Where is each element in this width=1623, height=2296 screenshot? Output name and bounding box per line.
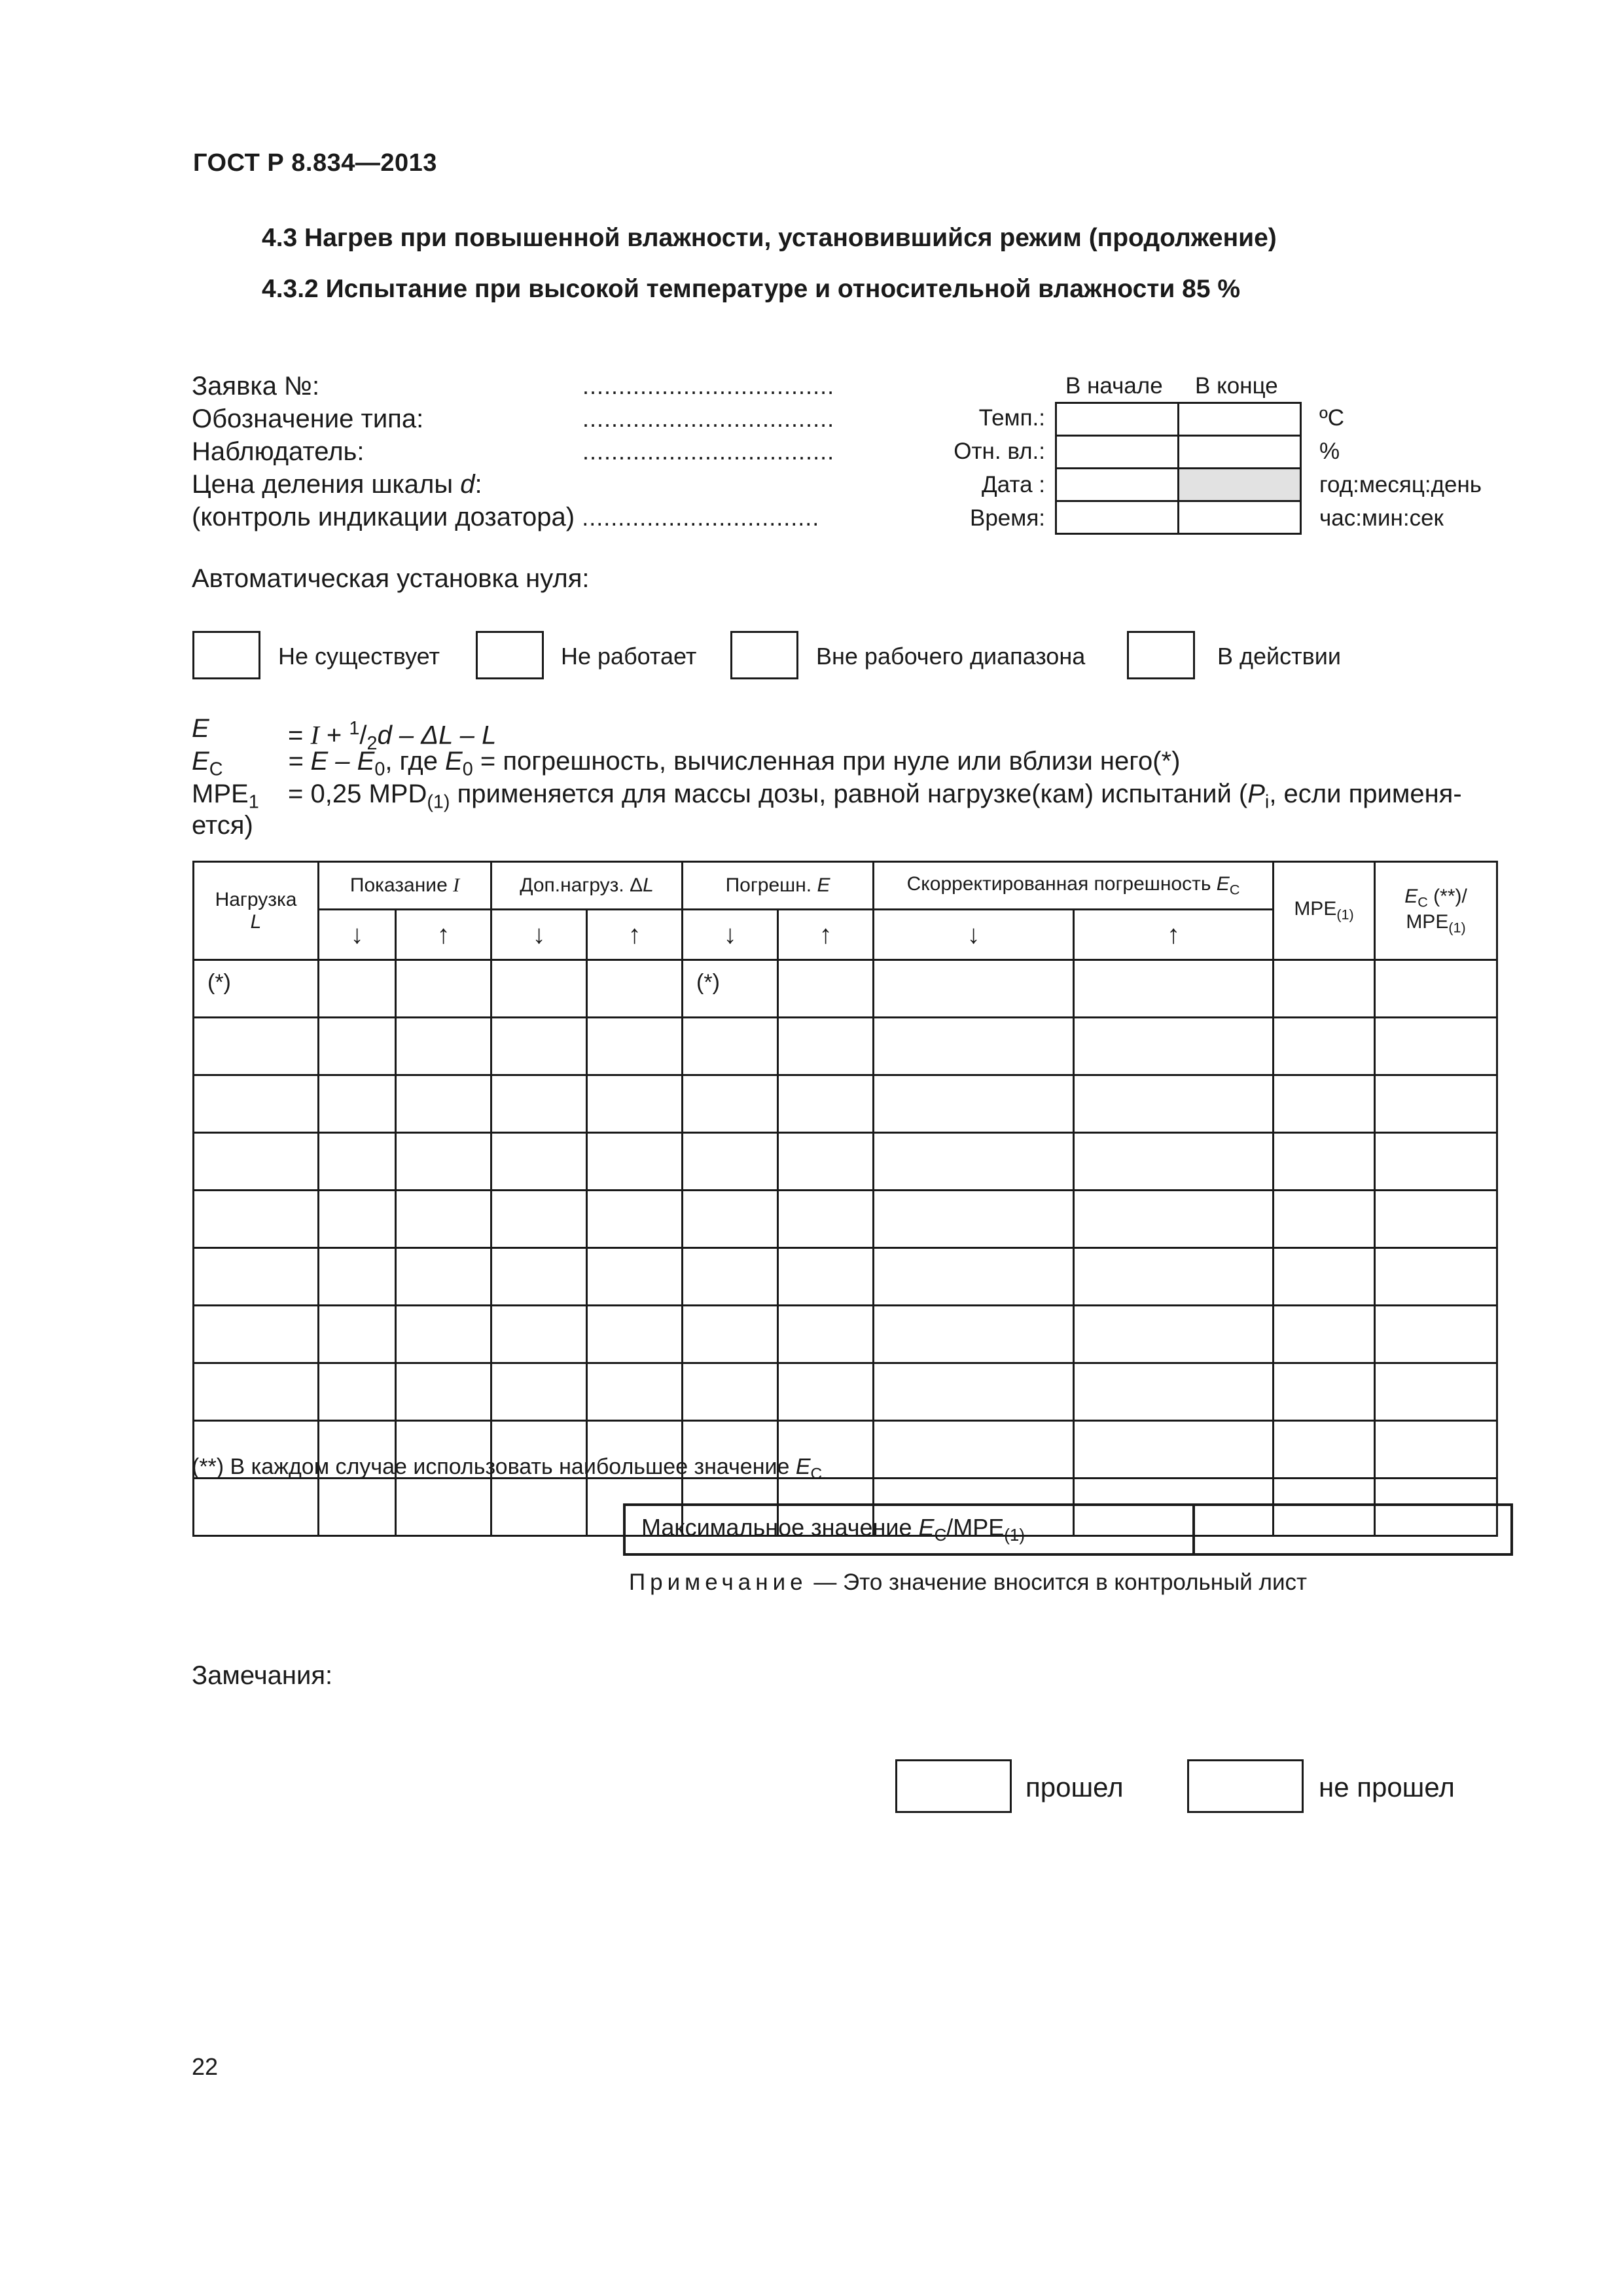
table-cell[interactable] [1074, 960, 1274, 1018]
failed-label: не прошел [1319, 1772, 1455, 1803]
table-cell[interactable] [491, 1133, 587, 1191]
table-cell[interactable] [1074, 1421, 1274, 1479]
max-value-table [623, 1503, 1513, 1556]
table-cell[interactable] [1274, 1075, 1375, 1133]
type-designation-field[interactable]: ................................... [582, 405, 835, 432]
table-row [194, 1191, 1497, 1248]
max-value-field[interactable] [1194, 1505, 1512, 1554]
addload-down-arrow: ↓ [491, 910, 587, 960]
table-cell[interactable] [491, 1306, 587, 1363]
table-cell[interactable] [1274, 1191, 1375, 1248]
table-cell[interactable] [587, 1248, 683, 1306]
table-row [194, 1018, 1497, 1075]
failed-checkbox[interactable] [1187, 1759, 1304, 1813]
table-cell[interactable] [396, 1306, 491, 1363]
table-cell[interactable] [491, 1248, 587, 1306]
table-row [194, 960, 1497, 1018]
table-cell[interactable] [491, 1363, 587, 1421]
table-row [194, 1075, 1497, 1133]
table-cell[interactable] [319, 1306, 396, 1363]
table-cell[interactable] [1274, 1018, 1375, 1075]
formula-ec-symbol: $E_C$ [192, 747, 223, 780]
table-cell[interactable] [778, 1018, 874, 1075]
table-cell[interactable] [319, 1191, 396, 1248]
table-cell[interactable] [874, 1133, 1074, 1191]
table-cell[interactable] [587, 1075, 683, 1133]
humidity-label: Отн. вл.: [954, 439, 1045, 464]
table-cell[interactable] [874, 1363, 1074, 1421]
autozero-not-exist-checkbox[interactable] [192, 631, 260, 679]
max-value-label: Максимальное значение $E_C/MPE_{(1)}$ [624, 1505, 1194, 1554]
col-addload-header: Доп.нагруз. ΔL [491, 862, 683, 910]
table-cell[interactable] [319, 960, 396, 1018]
table-cell[interactable] [874, 1075, 1074, 1133]
table-cell[interactable] [194, 1479, 319, 1536]
conditions-col-start: В начале [1065, 373, 1163, 399]
table-cell[interactable] [1274, 1248, 1375, 1306]
footnote: (**) В каждом случае использовать наибольшее значение $E_{C.}$ [192, 1454, 827, 1483]
table-cell[interactable] [683, 1306, 778, 1363]
results-table [192, 861, 1498, 1537]
table-row [194, 1133, 1497, 1191]
page-number: 22 [192, 2053, 219, 2080]
table-cell[interactable] [1074, 1018, 1274, 1075]
autozero-out-of-range-checkbox[interactable] [730, 631, 798, 679]
request-number-label: Заявка №: [192, 372, 320, 401]
table-cell[interactable] [396, 1133, 491, 1191]
table-cell[interactable] [778, 1075, 874, 1133]
table-cell[interactable] [194, 1018, 319, 1075]
table-cell[interactable] [1375, 1306, 1497, 1363]
table-cell[interactable] [1375, 1133, 1497, 1191]
col-mpe-header: $MPE_{(1)}$ [1274, 862, 1375, 960]
humidity-start-cell[interactable] [1056, 436, 1179, 469]
formula-ec-definition: = E – $E_0$, где $E_0$ = погрешность, вычисленная при нуле или вблизи него(*) [288, 747, 1181, 780]
date-end-cell-disabled [1179, 469, 1301, 501]
scale-division-label: Цена деления шкалы d: [192, 470, 482, 499]
humidity-unit: % [1319, 439, 1340, 464]
table-cell[interactable] [587, 960, 683, 1018]
error-up-arrow: ↑ [778, 910, 874, 960]
col-ratio-header: $E_C$ (**)/ $MPE_{(1)}$ [1375, 862, 1497, 960]
table-cell[interactable] [778, 960, 874, 1018]
observer-label: Наблюдатель: [192, 437, 365, 466]
date-label: Дата : [982, 472, 1045, 497]
table-cell[interactable] [319, 1363, 396, 1421]
autozero-not-working-checkbox[interactable] [476, 631, 544, 679]
table-cell[interactable] [778, 1133, 874, 1191]
table-cell[interactable] [1074, 1191, 1274, 1248]
table-cell[interactable] [1375, 1075, 1497, 1133]
temperature-unit: ºC [1319, 405, 1345, 431]
time-start-cell[interactable] [1056, 501, 1179, 534]
time-label: Время: [969, 505, 1045, 531]
table-cell[interactable] [319, 1248, 396, 1306]
load-cell[interactable]: (*) [194, 960, 319, 1018]
table-cell[interactable] [1074, 1133, 1274, 1191]
subsection-heading: 4.3.2 Испытание при высокой температуре и относительной влажности 85 % [262, 275, 1241, 303]
table-cell[interactable] [1274, 1133, 1375, 1191]
time-end-cell[interactable] [1179, 501, 1301, 534]
corrected-down-arrow: ↓ [874, 910, 1074, 960]
table-row [194, 1306, 1497, 1363]
table-cell[interactable] [1074, 1363, 1274, 1421]
conditions-table [1055, 402, 1302, 535]
table-cell[interactable] [1274, 1421, 1375, 1479]
table-cell[interactable] [1074, 1248, 1274, 1306]
table-cell[interactable] [1274, 1363, 1375, 1421]
formula-e-definition: = $I + ^1/_2d - \Delta L - L$ [288, 718, 497, 755]
autozero-not-working-label: Не работает [561, 643, 697, 670]
autozero-label: Автоматическая установка нуля: [192, 564, 590, 593]
table-cell[interactable] [396, 1248, 491, 1306]
results-table-body [194, 960, 1497, 1536]
table-cell[interactable] [587, 1191, 683, 1248]
humidity-end-cell[interactable] [1179, 436, 1301, 469]
autozero-active-label: В действии [1217, 643, 1341, 670]
table-cell[interactable] [1274, 960, 1375, 1018]
table-cell[interactable] [1375, 960, 1497, 1018]
date-start-cell[interactable] [1056, 469, 1179, 501]
table-cell[interactable] [1074, 1075, 1274, 1133]
table-cell[interactable] [683, 1018, 778, 1075]
table-cell[interactable] [194, 1248, 319, 1306]
table-cell[interactable] [491, 1479, 587, 1536]
date-unit: год:месяц:день [1319, 472, 1482, 497]
table-cell[interactable] [587, 1363, 683, 1421]
table-cell[interactable] [778, 1191, 874, 1248]
table-cell[interactable] [683, 1191, 778, 1248]
table-row [194, 1363, 1497, 1421]
table-cell[interactable] [874, 1191, 1074, 1248]
passed-label: прошел [1026, 1772, 1124, 1803]
table-cell[interactable] [778, 1248, 874, 1306]
table-row [194, 1248, 1497, 1306]
passed-checkbox[interactable] [895, 1759, 1012, 1813]
col-load-header: Нагрузка L [194, 862, 319, 960]
table-cell[interactable] [319, 1133, 396, 1191]
autozero-active-checkbox[interactable] [1127, 631, 1195, 679]
table-cell[interactable] [319, 1018, 396, 1075]
remarks-label: Замечания: [192, 1661, 333, 1690]
table-cell[interactable] [683, 1075, 778, 1133]
table-cell[interactable] [874, 960, 1074, 1018]
table-cell[interactable] [396, 960, 491, 1018]
error-cell[interactable]: (*) [683, 960, 778, 1018]
table-cell[interactable] [683, 1363, 778, 1421]
col-indication-header: Показание I [319, 862, 491, 910]
table-cell[interactable] [396, 1075, 491, 1133]
table-cell[interactable] [396, 1191, 491, 1248]
section-heading: 4.3 Нагрев при повышенной влажности, установившийся режим (продолжение) [262, 224, 1277, 252]
corrected-up-arrow: ↑ [1074, 910, 1274, 960]
table-cell[interactable] [1274, 1306, 1375, 1363]
table-cell[interactable] [874, 1306, 1074, 1363]
table-cell[interactable] [683, 1248, 778, 1306]
table-cell[interactable] [194, 1075, 319, 1133]
formula-mpe-wrap: ется) [192, 811, 253, 840]
table-cell[interactable] [491, 1018, 587, 1075]
table-cell[interactable] [194, 1363, 319, 1421]
request-number-field[interactable]: ................................... [582, 372, 835, 399]
document-code: ГОСТ Р 8.834—2013 [193, 149, 437, 177]
table-cell[interactable] [491, 1191, 587, 1248]
table-cell[interactable] [491, 960, 587, 1018]
table-cell[interactable] [194, 1191, 319, 1248]
table-cell[interactable] [874, 1248, 1074, 1306]
indication-up-arrow: ↑ [396, 910, 491, 960]
table-cell[interactable] [396, 1018, 491, 1075]
type-designation-label: Обозначение типа: [192, 404, 424, 433]
formula-e-symbol: E [192, 714, 209, 743]
table-cell[interactable] [491, 1075, 587, 1133]
table-cell[interactable] [1375, 1363, 1497, 1421]
formula-mpe-symbol: $MPE_1$ [192, 780, 259, 813]
autozero-not-exist-label: Не существует [278, 643, 440, 670]
col-error-header: Погрешн. E [683, 862, 874, 910]
table-cell[interactable] [683, 1133, 778, 1191]
table-cell[interactable] [587, 1306, 683, 1363]
table-cell[interactable] [1375, 1191, 1497, 1248]
table-cell[interactable] [778, 1363, 874, 1421]
table-cell[interactable] [1375, 1018, 1497, 1075]
observer-field[interactable]: ................................... [582, 438, 835, 465]
table-cell[interactable] [194, 1133, 319, 1191]
table-cell[interactable] [587, 1018, 683, 1075]
table-cell[interactable] [874, 1421, 1074, 1479]
table-cell[interactable] [1375, 1248, 1497, 1306]
autozero-out-of-range-label: Вне рабочего диапазона [816, 643, 1086, 670]
table-cell[interactable] [778, 1306, 874, 1363]
dosing-control-label: (контроль индикации дозатора) ................................. [192, 503, 820, 531]
table-cell[interactable] [396, 1363, 491, 1421]
table-cell[interactable] [874, 1018, 1074, 1075]
addload-up-arrow: ↑ [587, 910, 683, 960]
table-cell[interactable] [1375, 1421, 1497, 1479]
table-cell[interactable] [587, 1133, 683, 1191]
conditions-col-end: В конце [1195, 373, 1278, 399]
time-unit: час:мин:сек [1319, 505, 1444, 531]
temp-start-cell[interactable] [1056, 403, 1179, 436]
table-cell[interactable] [194, 1306, 319, 1363]
indication-down-arrow: ↓ [319, 910, 396, 960]
table-cell[interactable] [319, 1075, 396, 1133]
table-cell[interactable] [319, 1479, 396, 1536]
temp-end-cell[interactable] [1179, 403, 1301, 436]
note: Примечание — Это значение вносится в контрольный лист [629, 1570, 1308, 1595]
table-cell[interactable] [396, 1479, 491, 1536]
col-corrected-header: Скорректированная погрешность $E_C$ [874, 862, 1274, 910]
formula-mpe-definition: = 0,25 $MPD_{(1)}$ применяется для массы дозы, равной нагрузке(кам) испытаний ($P_i$, если применя- [288, 780, 1462, 813]
table-cell[interactable] [1074, 1306, 1274, 1363]
temperature-label: Темп.: [978, 405, 1045, 431]
error-down-arrow: ↓ [683, 910, 778, 960]
